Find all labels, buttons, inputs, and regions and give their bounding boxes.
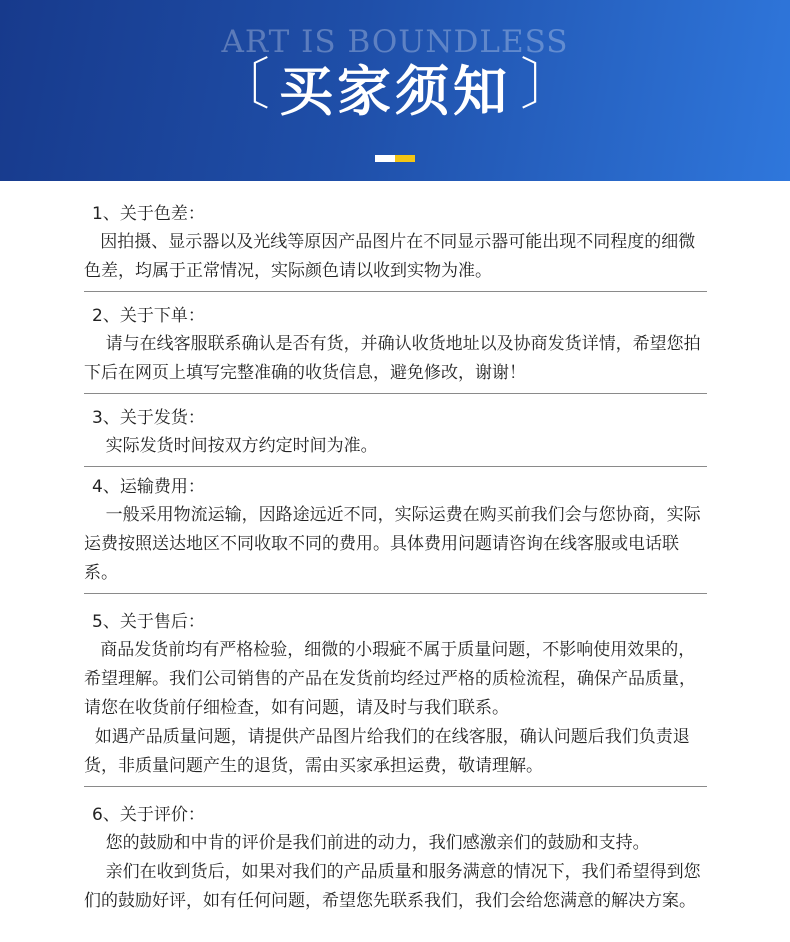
banner-subtitle: ART IS BOUNDLESS xyxy=(221,24,569,60)
section-freight-cost xyxy=(84,473,707,594)
section-heading: 1、关于色差： xyxy=(92,204,205,224)
section-paragraph: 您的鼓励和中肯的评价是我们前进的动力，我们感激亲们的鼓励和支持。 xyxy=(84,833,650,853)
section-paragraph: 如遇产品质量问题，请提供产品图片给我们的在线客服，确认问题后我们负责退货，非质量问题产生的退货，需由买家承担运费，敬请理解。 xyxy=(84,727,690,776)
banner-title-group xyxy=(0,53,790,123)
right-bracket-ornament: 〕 xyxy=(520,53,577,118)
title-underline-decoration xyxy=(375,155,415,162)
section-heading: 4、运输费用： xyxy=(92,477,205,497)
left-bracket-ornament: 〔 xyxy=(213,53,270,118)
section-paragraph: 亲们在收到货后，如果对我们的产品质量和服务满意的情况下，我们希望得到您们的鼓励好评，如有任何问题，希望您先联系我们，我们会给您满意的解决方案。 xyxy=(84,862,701,911)
section-after-sales xyxy=(84,608,707,787)
section-paragraph: 因拍摄、显示器以及光线等原因产品图片在不同显示器可能出现不同程度的细微色差，均属于正常情况，实际颜色请以收到实物为准。 xyxy=(84,232,696,281)
section-paragraph: 请与在线客服联系确认是否有货，并确认收货地址以及协商发货详情，希望您拍下后在网页上填写完整准确的收货信息，避免修改，谢谢！ xyxy=(84,334,701,383)
section-heading: 3、关于发货： xyxy=(92,408,205,428)
section-heading: 6、关于评价： xyxy=(92,805,205,825)
page-title: 买家须知 xyxy=(279,60,511,123)
section-color-difference xyxy=(84,200,707,292)
header-banner xyxy=(0,0,790,181)
notice-content xyxy=(84,200,707,921)
section-heading: 2、关于下单： xyxy=(92,306,205,326)
section-reviews xyxy=(84,801,707,921)
section-ordering xyxy=(84,302,707,394)
section-heading: 5、关于售后： xyxy=(92,612,205,632)
section-paragraph: 商品发货前均有严格检验，细微的小瑕疵不属于质量问题，不影响使用效果的，希望理解。我们公司销售的产品在发货前均经过严格的质检流程，确保产品质量，请您在收货前仔细检查，如有问题，请及时与我们联系。 xyxy=(84,640,696,718)
section-paragraph: 实际发货时间按双方约定时间为准。 xyxy=(84,436,378,456)
section-shipping xyxy=(84,404,707,467)
section-paragraph: 一般采用物流运输，因路途远近不同，实际运费在购买前我们会与您协商，实际运费按照送达地区不同收取不同的费用。具体费用问题请咨询在线客服或电话联系。 xyxy=(84,505,701,583)
